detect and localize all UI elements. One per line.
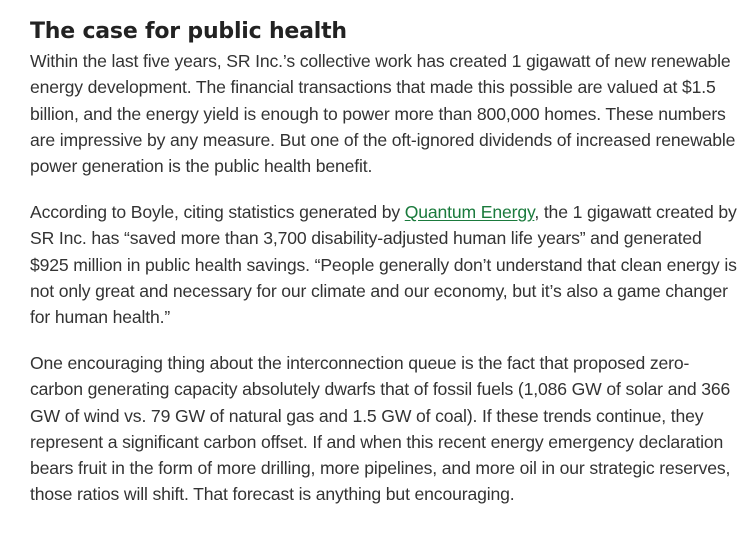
quantum-energy-link[interactable]: Quantum Energy — [404, 201, 535, 222]
paragraph-1: Within the last five years, SR Inc.’s collective work has created 1 gigawatt of new renewable energy development. The financial transactions that made this possible are valued at $1.5 billion, and the energy yield is enough to power more than 800,000 homes. These numbers are impressive by any measure. But one of the oft-ignored dividends of increased renewable power generation is the public health benefit. — [30, 51, 736, 177]
paragraph-2 — [30, 199, 742, 330]
paragraph-2-text-after-link: , the 1 gigawatt created by SR Inc. has “saved more than 3,700 disability-adjusted human life years” and generated $925 million in public health savings. “People generally don’t understand that clean energy is not only great and necessary for our climate and our economy, but it’s also a game changer for human health.” — [30, 201, 737, 328]
article-section — [30, 16, 742, 508]
section-heading: The case for public health — [30, 19, 347, 44]
paragraph-2-text-before-link: According to Boyle, citing statistics generated by — [30, 201, 405, 222]
paragraph-3: One encouraging thing about the interconnection queue is the fact that proposed zero-carbon generating capacity absolutely dwarfs that of fossil fuels (1,086 GW of solar and 366 GW of wind vs. 79 GW of natural gas and 1.5 GW of coal). If these trends continue, they represent a significant carbon offset. If and when this recent energy emergency declaration bears fruit in the form of more drilling, more pipelines, and more oil in our strategic reserves, those ratios will shift. That forecast is anything but encouraging. — [30, 352, 731, 505]
